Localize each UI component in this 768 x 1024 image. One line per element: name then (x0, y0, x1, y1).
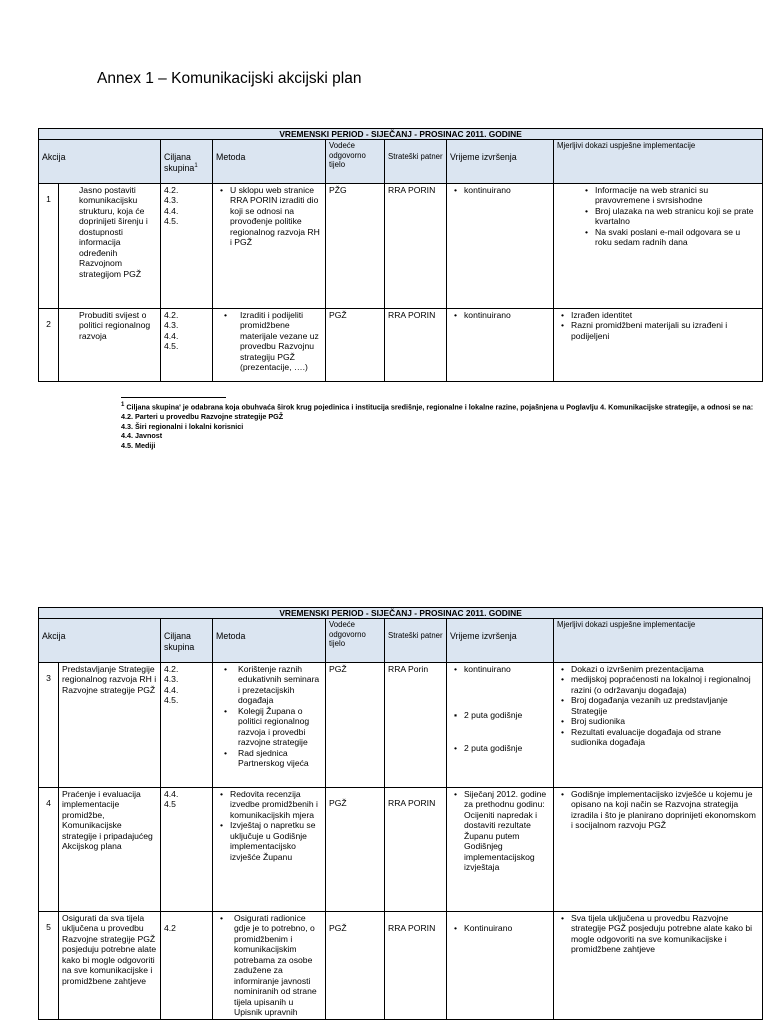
header-metoda: Metoda (213, 140, 326, 184)
row-vrijeme: • Siječanj 2012. godine za prethodnu godinu: Ocijeniti napredak i dostaviti rezultate Županu putem Godišnjeg implementacijskog izvještaja (447, 788, 554, 912)
table-row (39, 184, 763, 309)
row-vodece: PŽG (326, 184, 385, 309)
row-metoda: • Izraditi i podijeliti promidžbene materijale vezane uz provedbu Razvojnu strategiju PGŽ (prezentacije, ….) (213, 309, 326, 382)
action-plan-table-2 (38, 607, 763, 1020)
header-ciljana: Ciljana skupina (161, 619, 213, 663)
row-strateski: RRA Porin (385, 663, 447, 788)
row-ciljana: 4.2 (161, 912, 213, 1020)
row-vodece: PGŽ (326, 788, 385, 912)
header-akcija: Akcija (39, 140, 161, 184)
row-number: 3 (39, 663, 59, 788)
header-strateski: Strateški patner (385, 140, 447, 184)
header-mjerljivi: Mjerljivi dokazi uspješne implementacije (554, 619, 763, 663)
row-ciljana: 4.4. 4.5 (161, 788, 213, 912)
row-mjerljivi: • Izrađen identitet • Razni promidžbeni materijali su izrađeni i podijeljeni (554, 309, 763, 382)
row-mjerljivi: • Dokazi o izvršenim prezentacijama • medijskoj popraćenosti na lokalnoj i regionalnoj razini (o održavanju događaja) • Broj događanja vezanih uz predstavljanje Strategije • Broj sudionika • Rezultati evaluacije događaja od strane sudionika događaja (554, 663, 763, 788)
row-vrijeme: • kontinuirano (447, 309, 554, 382)
row-ciljana: 4.2. 4.3. 4.4. 4.5. (161, 663, 213, 788)
row-akcija: Probuditi svijest o politici regionalnog razvoja (59, 309, 161, 382)
row-mjerljivi: • Informacije na web stranici su pravovremene i svrsishodne • Broj ulazaka na web stranicu koji se prate kvartalno • Na svaki poslani e-mail odgovara se u roku sedam radnih dana (554, 184, 763, 309)
row-metoda: • Redovita recenzija izvedbe promidžbenih i komunikacijskih mjera • Izvještaj o napretku se uključuje u Godišnje implementacijsko izvješće Županu (213, 788, 326, 912)
header-vrijeme: Vrijeme izvršenja (447, 619, 554, 663)
table-row (39, 663, 763, 788)
row-strateski: RRA PORIN (385, 184, 447, 309)
row-vrijeme: • Kontinuirano (447, 912, 554, 1020)
row-number: 1 (39, 184, 59, 309)
row-strateski: RRA PORIN (385, 912, 447, 1020)
row-vrijeme: • kontinuirano ▪ 2 puta godišnje • 2 puta godišnje (447, 663, 554, 788)
footnote: $^1$ Ciljana skupina' je odabrana koja obuhvaća širok krug pojedinica i institucija središnje, regionalne i lokalne razine, pojašnjena u Poglavlju 4. Komunikacijske strategije, a odnosi se na: 4.2. Parteri u provedbu Razvojne strategije PGŽ 4.3. Širi regionalni i lokalni korisnici 4.4. Javnost 4.5. Mediji (121, 402, 754, 450)
header-vodece: Vodeće odgovorno tijelo (326, 619, 385, 663)
row-metoda: • Osigurati radionice gdje je to potrebno, o promidžbenim i komunikacijskim potrebama za osobe zadužene za informiranje javnosti nominiranih od strane tijela upisanih u Upisnik upravnih (213, 912, 326, 1020)
row-vodece: PGŽ (326, 912, 385, 1020)
row-vrijeme: • kontinuirano (447, 184, 554, 309)
header-metoda: Metoda (213, 619, 326, 663)
row-strateski: RRA PORIN (385, 788, 447, 912)
row-number: 4 (39, 788, 59, 912)
row-mjerljivi: • Sva tijela uključena u provedbu Razvojne strategije PGŽ posjeduju potrebne alate kako bi mogle odgovoriti na sve komunikacijske i promidžbene zahtjeve (554, 912, 763, 1020)
action-plan-table-1 (38, 128, 763, 382)
table-row (39, 309, 763, 382)
row-akcija: Predstavljanje Strategije regionalnog razvoja RH i Razvojne strategije PGŽ (59, 663, 161, 788)
row-number: 5 (39, 912, 59, 1020)
period-header: VREMENSKI PERIOD - SIJEČANJ - PROSINAC 2011. GODINE (39, 129, 763, 140)
row-akcija: Praćenje i evaluacija implementacije promidžbe, Komunikacijske strategije i pripadajućeg Akcijskog plana (59, 788, 161, 912)
row-ciljana: 4.2. 4.3. 4.4. 4.5. (161, 184, 213, 309)
row-vodece: PGŽ (326, 309, 385, 382)
header-strateski: Strateški patner (385, 619, 447, 663)
row-ciljana: 4.2. 4.3. 4.4. 4.5. (161, 309, 213, 382)
row-metoda: • U sklopu web stranice RRA PORIN izraditi dio koji se odnosi na provođenje politike regionalnog razvoja RH i PGŽ (213, 184, 326, 309)
row-akcija: Jasno postaviti komunikacijsku strukturu, koja će doprinijeti širenju i dostupnosti informacija određenih Razvojnom strategijom PGŽ (59, 184, 161, 309)
row-metoda: • Korištenje raznih edukativnih seminara i prezetacijskih događaja • Kolegij Župana o politici regionalnog razvoja i provedbi razvojne strategije • Rad sjednica Partnerskog vijeća (213, 663, 326, 788)
footnote-rule (121, 397, 226, 398)
row-akcija: Osigurati da sva tijela uključena u provedbu Razvojne strategije PGŽ posjeduju potrebne alate kako bi mogle odgovoriti na sve komunikacijske i promidžbene zahtjeve (59, 912, 161, 1020)
header-vrijeme: Vrijeme izvršenja (447, 140, 554, 184)
page-title: Annex 1 – Komunikacijski akcijski plan (97, 70, 362, 87)
row-vodece: PGŽ (326, 663, 385, 788)
row-strateski: RRA PORIN (385, 309, 447, 382)
header-vodece: Vodeće odgovorno tijelo (326, 140, 385, 184)
row-number: 2 (39, 309, 59, 382)
header-ciljana: Ciljana skupina$^1$ (161, 140, 213, 184)
header-akcija: Akcija (39, 619, 161, 663)
header-mjerljivi: Mjerljivi dokazi uspješne implementacije (554, 140, 763, 184)
row-mjerljivi: • Godišnje implementacijsko izvješće u kojemu je opisano na koji način se Razvojna strategija izradila i što je planirano doprinijeti ekonomskom i socijalnom razvoju PGŽ (554, 788, 763, 912)
table-row (39, 912, 763, 1020)
table-row (39, 788, 763, 912)
period-header: VREMENSKI PERIOD - SIJEČANJ - PROSINAC 2011. GODINE (39, 608, 763, 619)
